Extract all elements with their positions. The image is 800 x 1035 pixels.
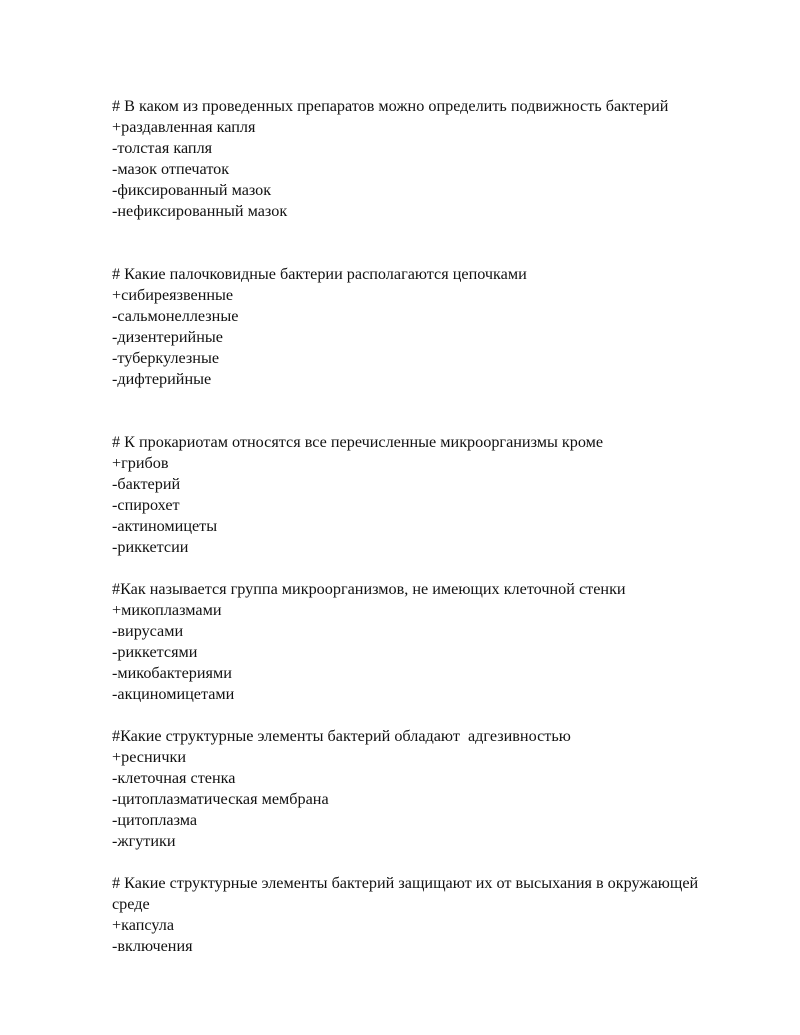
answer-option: -риккетсями — [112, 643, 198, 661]
answer-option: -актиномицеты — [112, 517, 218, 535]
answer-option: -цитоплазматическая мембрана — [112, 790, 329, 808]
answer-option: +сибиреязвенные — [112, 286, 234, 304]
answer-option: +грибов — [112, 454, 169, 472]
answer-option: -риккетсии — [112, 538, 189, 556]
question-text: #Какие структурные элементы бактерий обладают адгезивностью — [112, 727, 571, 745]
question-block — [112, 579, 792, 705]
answer-option: -туберкулезные — [112, 349, 220, 367]
answer-option: +реснички — [112, 748, 186, 766]
answer-option: -бактерий — [112, 475, 181, 493]
answer-option: -микобактериями — [112, 664, 232, 682]
question-block — [112, 432, 792, 558]
question-block — [112, 873, 792, 957]
answer-option: -дифтерийные — [112, 370, 212, 388]
answer-option: -нефиксированный мазок — [112, 202, 288, 220]
answer-option: -мазок отпечаток — [112, 160, 230, 178]
answer-option: -фиксированный мазок — [112, 181, 272, 199]
answer-option: -акциномицетами — [112, 685, 235, 703]
question-block — [112, 726, 792, 852]
question-block — [112, 264, 792, 390]
answer-option: -жгутики — [112, 832, 176, 850]
answer-option: -сальмонеллезные — [112, 307, 239, 325]
question-text: # К прокариотам относятся все перечисленные микроорганизмы кроме — [112, 433, 604, 451]
answer-option: -цитоплазма — [112, 811, 198, 829]
answer-option: -вирусами — [112, 622, 184, 640]
answer-option: +раздавленная капля — [112, 118, 256, 136]
answer-option: -клеточная стенка — [112, 769, 236, 787]
question-text: # В каком из проведенных препаратов можно определить подвижность бактерий — [112, 97, 669, 115]
answer-option: +капсула — [112, 916, 174, 934]
question-text: # Какие палочковидные бактерии располагаются цепочками — [112, 265, 527, 283]
answer-option: -включения — [112, 937, 193, 955]
question-block — [112, 96, 792, 222]
answer-option: -толстая капля — [112, 139, 213, 157]
question-text: #Как называется группа микроорганизмов, не имеющих клеточной стенки — [112, 580, 626, 598]
answer-option: +микоплазмами — [112, 601, 222, 619]
answer-option: -дизентерийные — [112, 328, 223, 346]
document-body — [112, 96, 792, 957]
answer-option: -спирохет — [112, 496, 180, 514]
question-text: # Какие структурные элементы бактерий защищают их от высыхания в окружающей среде — [112, 874, 699, 913]
